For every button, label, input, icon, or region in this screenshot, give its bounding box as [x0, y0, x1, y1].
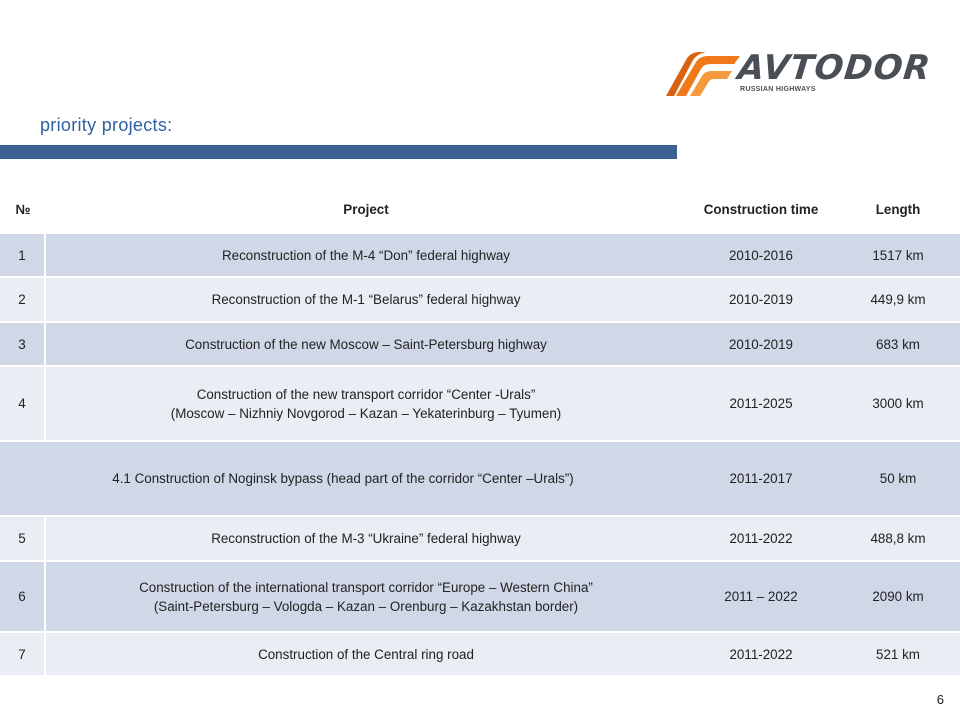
logo-wordmark: AVTODOR: [735, 48, 933, 88]
row-length: 449,9 km: [836, 278, 960, 323]
table-row: [0, 517, 960, 562]
header-length: Length: [836, 186, 960, 234]
row-length: 2090 km: [836, 562, 960, 633]
header-construction-time: Construction time: [686, 186, 836, 234]
row-time: 2010-2019: [686, 323, 836, 367]
row-time: 2011 – 2022: [686, 562, 836, 633]
header-num: №: [0, 186, 46, 234]
project-line: Construction of the international transport corridor “Europe – Western China”: [139, 579, 593, 595]
row-length: 488,8 km: [836, 517, 960, 562]
page-number: 6: [936, 692, 944, 707]
project-line-detail: (Saint-Petersburg – Vologda – Kazan – Orenburg – Kazakhstan border): [153, 598, 579, 614]
row-num: 2: [0, 278, 46, 323]
row-project: [46, 367, 686, 442]
row-project: [46, 234, 686, 278]
table-row: [0, 278, 960, 323]
row-project: [46, 562, 686, 633]
row-time: 2010-2019: [686, 278, 836, 323]
road-stripes-icon: [666, 52, 740, 96]
table-row: [0, 442, 960, 517]
row-project: [0, 442, 686, 517]
project-line: Reconstruction of the M-4 “Don” federal highway: [221, 247, 511, 263]
table-row: [0, 633, 960, 677]
row-num: 7: [0, 633, 46, 677]
row-length: 521 km: [836, 633, 960, 677]
avtodor-logo: [666, 48, 933, 100]
logo-tagline: RUSSIAN HIGHWAYS: [740, 86, 816, 93]
row-length: 3000 km: [836, 367, 960, 442]
accent-bar: [0, 145, 677, 159]
row-project: [46, 517, 686, 562]
row-project: [46, 633, 686, 677]
project-line: Construction of the Central ring road: [258, 646, 474, 662]
row-length: 50 km: [836, 442, 960, 517]
row-project: [46, 323, 686, 367]
row-time: 2011-2017: [686, 442, 836, 517]
priority-projects-table: [0, 186, 960, 677]
project-line: Reconstruction of the M-3 “Ukraine” federal highway: [211, 531, 521, 546]
row-time: 2011-2022: [686, 633, 836, 677]
table-row: [0, 234, 960, 278]
row-num: 5: [0, 517, 46, 562]
project-line: 4.1 Construction of Noginsk bypass (head part of the corridor “Center –Urals”): [112, 471, 574, 486]
project-line-detail: (Moscow – Nizhniy Novgorod – Kazan – Yekaterinburg – Tyumen): [170, 405, 562, 421]
row-num: 6: [0, 562, 46, 633]
row-length: 1517 km: [836, 234, 960, 278]
row-project: [46, 278, 686, 323]
page-subtitle: priority projects:: [40, 115, 173, 135]
row-time: 2011-2025: [686, 367, 836, 442]
header-project: Project: [46, 186, 686, 234]
row-num: 1: [0, 234, 46, 278]
row-num: 3: [0, 323, 46, 367]
row-time: 2010-2016: [686, 234, 836, 278]
row-time: 2011-2022: [686, 517, 836, 562]
project-line: Construction of the new Moscow – Saint-Petersburg highway: [185, 336, 547, 352]
project-line: Construction of the new transport corridor “Center -Urals”: [196, 386, 536, 402]
project-line: Reconstruction of the M-1 “Belarus” federal highway: [211, 292, 521, 307]
table-row: [0, 323, 960, 367]
row-length: 683 km: [836, 323, 960, 367]
table-row: [0, 562, 960, 633]
table-header-row: [0, 186, 960, 234]
table-row: [0, 367, 960, 442]
row-num: 4: [0, 367, 46, 442]
